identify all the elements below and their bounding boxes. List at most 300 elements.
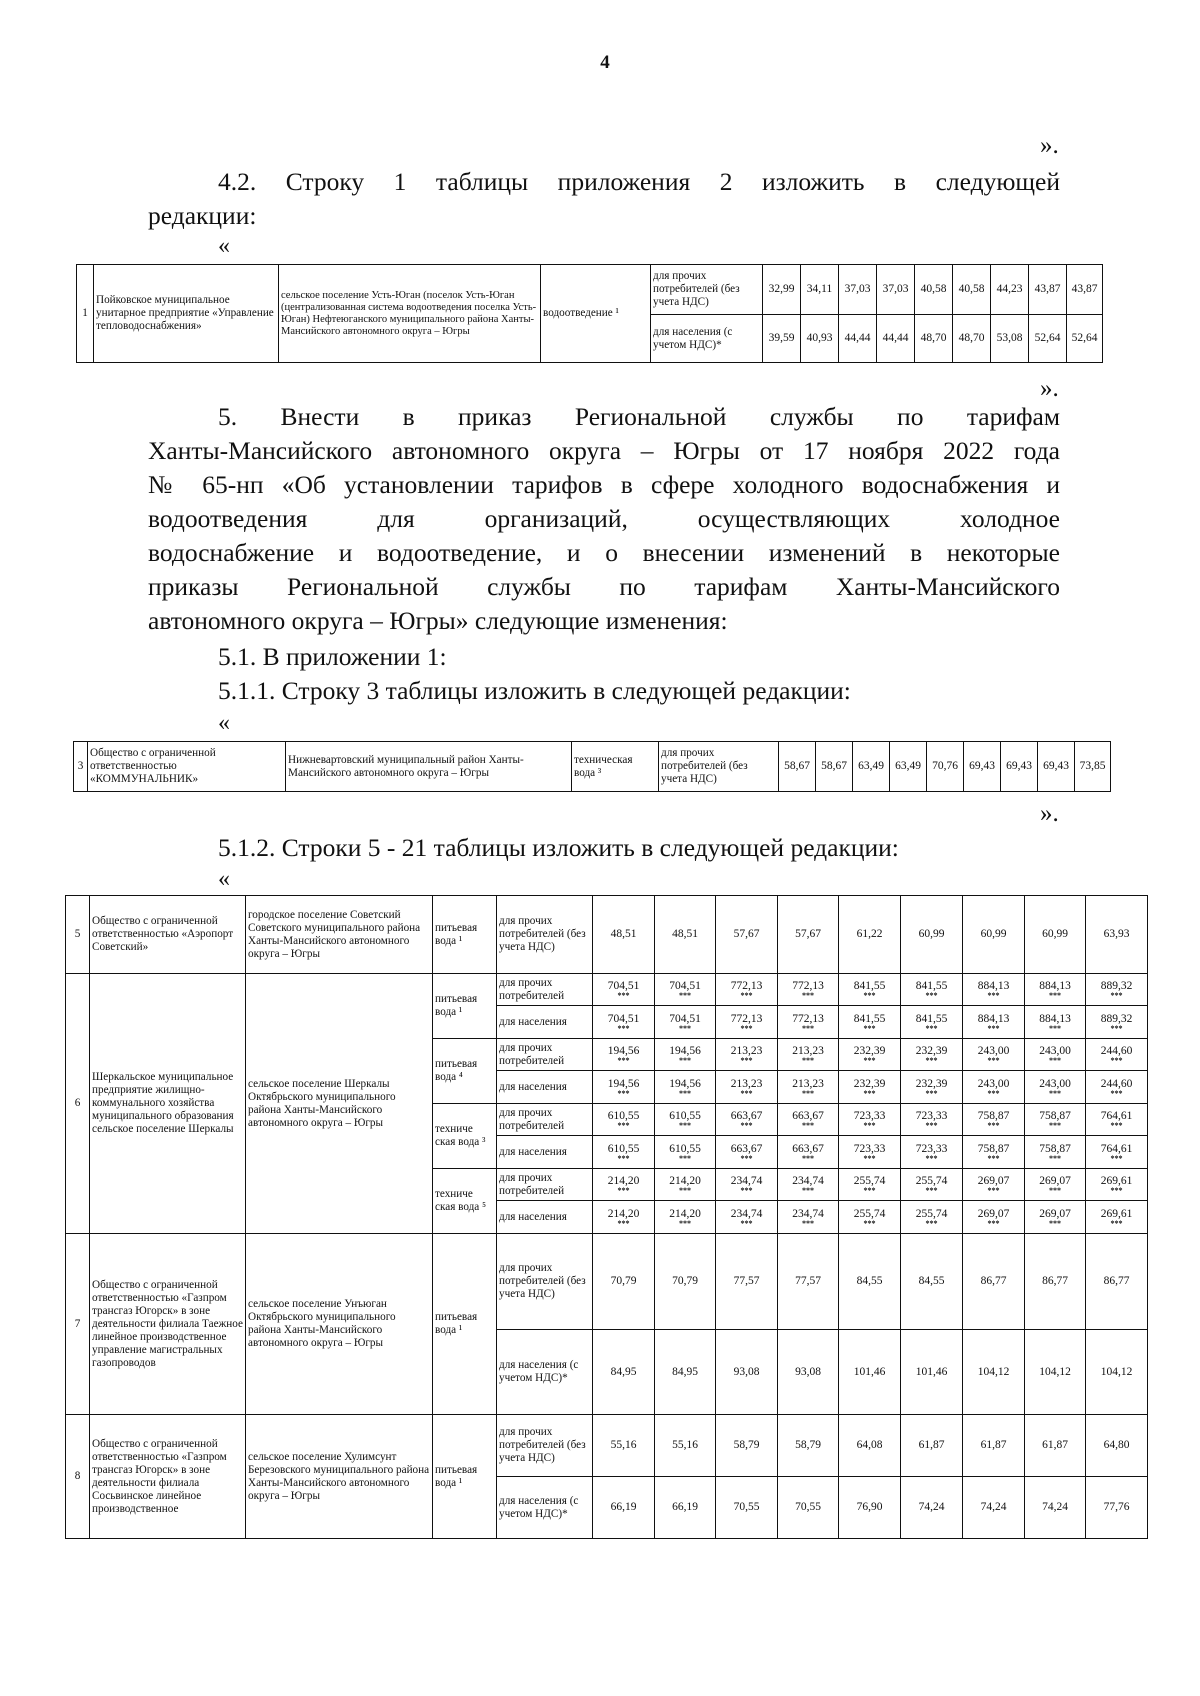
tariff-table-appendix2-row1 (76, 264, 1103, 363)
tariff-value-cell (655, 1169, 716, 1201)
tariff-value: 32,99 (768, 283, 795, 295)
tariff-value-cell (1086, 974, 1148, 1006)
consumer-cell: для населения (с учетом НДС)* (497, 1330, 593, 1415)
tariff-value: 663,67 (730, 1142, 763, 1155)
tariff-value-cell (593, 1136, 655, 1169)
tariff-value: 841,55 (915, 1012, 948, 1025)
footnote-stars: *** (679, 1023, 691, 1033)
tariff-value: 44,44 (882, 332, 909, 344)
tariff-value-cell (839, 974, 901, 1006)
tariff-value: 255,74 (853, 1207, 886, 1220)
tariff-value-cell (778, 1330, 839, 1415)
tariff-value-cell (963, 1415, 1025, 1477)
tariff-value: 269,07 (977, 1175, 1010, 1187)
tariff-value: 101,46 (853, 1365, 886, 1378)
tariff-value-cell (901, 1234, 963, 1330)
footnote-stars: *** (617, 1088, 630, 1098)
tariff-value-cell (901, 1477, 963, 1539)
tariff-value-cell (779, 742, 816, 792)
footnote-stars: *** (1049, 991, 1061, 1000)
tariff-value: 86,77 (1103, 1275, 1130, 1287)
tariff-value: 60,99 (918, 928, 945, 940)
tariff-value-cell (963, 1039, 1025, 1071)
tariff-value-cell (963, 1234, 1025, 1330)
tariff-value: 884,13 (977, 1012, 1010, 1025)
tariff-value-cell (716, 1104, 778, 1136)
tariff-value-cell (963, 1201, 1025, 1234)
service-cell: питьевая вода ¹ (433, 974, 497, 1039)
consumer-cell: для прочих потребителей (без учета НДС) (497, 896, 593, 974)
tariff-value-cell (901, 1039, 963, 1071)
tariff-value-cell (963, 1169, 1025, 1201)
consumer-cell: для населения (497, 1071, 593, 1104)
tariff-value: 610,55 (669, 1110, 701, 1122)
consumer-cell: для прочих потребителей (без учета НДС) (659, 742, 779, 792)
row-number: 3 (74, 742, 88, 792)
tariff-value: 84,55 (918, 1275, 945, 1287)
tariff-value-cell (655, 1234, 716, 1330)
footnote-stars: *** (802, 1218, 814, 1228)
tariff-value-cell (839, 1234, 901, 1330)
tariff-value: 841,55 (853, 1012, 886, 1025)
tariff-value: 610,55 (607, 1110, 640, 1122)
tariff-value: 255,74 (915, 1175, 948, 1187)
row-number: 1 (77, 265, 94, 363)
tariff-value: 84,95 (672, 1365, 698, 1378)
tariff-value-cell (1086, 1201, 1148, 1234)
consumer-cell: для населения (497, 1006, 593, 1039)
service-cell: техниче ская вода ⁵ (433, 1169, 497, 1234)
tariff-value-cell (839, 1104, 901, 1136)
tariff-value-cell (716, 974, 778, 1006)
row-number: 7 (66, 1234, 90, 1415)
tariff-value: 48,70 (958, 332, 985, 344)
tariff-value: 269,07 (1039, 1207, 1071, 1220)
tariff-value: 70,79 (672, 1275, 698, 1287)
footnote-stars: *** (740, 1186, 753, 1195)
footnote-stars: *** (925, 1023, 938, 1033)
footnote-stars: *** (617, 1121, 630, 1130)
tariff-value-cell (1025, 1477, 1086, 1539)
tariff-value-cell (716, 1477, 778, 1539)
footnote-stars: *** (617, 1218, 630, 1228)
tariff-value-cell (1025, 1234, 1086, 1330)
tariff-value-cell (655, 1039, 716, 1071)
footnote-stars: *** (1110, 1218, 1123, 1228)
tariff-value-cell (1025, 1415, 1086, 1477)
footnote-stars: *** (1049, 1056, 1061, 1065)
service-cell: питьевая вода ¹ (433, 1415, 497, 1539)
tariff-value: 63,49 (858, 760, 884, 772)
footnote-stars: *** (925, 991, 938, 1000)
tariff-value: 758,87 (1039, 1142, 1071, 1155)
footnote-stars: *** (863, 991, 876, 1000)
consumer-cell: для прочих потребителей (497, 1104, 593, 1136)
tariff-value: 234,74 (730, 1207, 763, 1220)
footnote-stars: *** (987, 1218, 1000, 1228)
tariff-value: 772,13 (792, 980, 824, 992)
footnote-stars: *** (1110, 1056, 1123, 1065)
footnote-stars: *** (617, 991, 630, 1000)
footnote-stars: *** (925, 1218, 938, 1228)
tariff-value: 104,12 (977, 1365, 1010, 1378)
tariff-value-cell (716, 1169, 778, 1201)
footnote-stars: *** (1049, 1153, 1061, 1163)
footnote-stars: *** (925, 1088, 938, 1098)
footnote-stars: *** (802, 1153, 814, 1163)
tariff-value: 244,60 (1100, 1077, 1133, 1090)
footnote-stars: *** (802, 1121, 814, 1130)
tariff-value: 74,24 (1042, 1501, 1068, 1513)
tariff-value: 704,51 (669, 1012, 701, 1025)
tariff-value: 723,33 (853, 1110, 886, 1122)
tariff-value: 77,76 (1103, 1501, 1130, 1513)
footnote-stars: *** (987, 1023, 1000, 1033)
tariff-value-cell (778, 1104, 839, 1136)
tariff-value: 77,57 (733, 1275, 760, 1287)
tariff-value-cell (839, 1006, 901, 1039)
opening-quote: « (218, 710, 230, 736)
tariff-value: 213,23 (792, 1077, 824, 1090)
tariff-value: 764,61 (1100, 1142, 1133, 1155)
footnote-stars: *** (1110, 1153, 1123, 1163)
consumer-cell: для прочих потребителей (497, 1169, 593, 1201)
tariff-value: 758,87 (1039, 1110, 1071, 1122)
tariff-value: 48,51 (610, 928, 637, 940)
footnote-stars: *** (925, 1056, 938, 1065)
tariff-value-cell (716, 1136, 778, 1169)
tariff-value-cell (778, 1071, 839, 1104)
tariff-value-cell (877, 315, 915, 363)
tariff-value-cell (963, 974, 1025, 1006)
tariff-value: 57,67 (733, 928, 760, 940)
tariff-value: 69,43 (1043, 760, 1069, 772)
table-row (66, 896, 1148, 974)
tariff-value-cell (778, 1201, 839, 1234)
tariff-value: 884,13 (1039, 1012, 1071, 1025)
tariff-value: 232,39 (853, 1077, 886, 1090)
tariff-value: 66,19 (610, 1501, 637, 1513)
footnote-stars: *** (925, 1186, 938, 1195)
organization-cell: Общество с ограниченной ответственностью «Газпром трансгаз Югорск» в зоне деятельности филиала Таежное линейное производственное управление магистральных газопроводов (90, 1234, 246, 1415)
tariff-value-cell (963, 1071, 1025, 1104)
closing-quote: ». (1040, 800, 1059, 827)
tariff-value: 194,56 (669, 1045, 701, 1057)
tariff-value: 255,74 (915, 1207, 948, 1220)
tariff-value-cell (778, 1234, 839, 1330)
paragraph-4-2-end: редакции: (148, 201, 257, 230)
tariff-value-cell (901, 1006, 963, 1039)
footnote-stars: *** (740, 1023, 753, 1033)
footnote-stars: *** (1110, 991, 1123, 1000)
tariff-value: 74,24 (980, 1501, 1007, 1513)
tariff-value: 723,33 (915, 1142, 948, 1155)
tariff-value: 60,99 (980, 928, 1007, 940)
tariff-value-cell (716, 1071, 778, 1104)
tariff-value: 232,39 (853, 1045, 886, 1057)
tariff-value: 84,55 (856, 1275, 883, 1287)
tariff-value-cell (593, 1104, 655, 1136)
tariff-value: 70,79 (610, 1275, 637, 1287)
service-cell: техниче ская вода ³ (433, 1104, 497, 1169)
tariff-value: 663,67 (792, 1110, 824, 1122)
tariff-value: 58,79 (733, 1439, 760, 1451)
tariff-value-cell (1038, 742, 1075, 792)
tariff-value: 52,64 (1071, 332, 1098, 344)
tariff-value: 48,51 (672, 928, 698, 940)
tariff-value: 841,55 (915, 980, 948, 992)
tariff-value-cell (1025, 896, 1086, 974)
tariff-value-cell (901, 1415, 963, 1477)
footnote-stars: *** (925, 1121, 938, 1130)
tariff-value: 104,12 (1100, 1365, 1133, 1378)
row-number: 5 (66, 896, 90, 974)
footnote-stars: *** (802, 1056, 814, 1065)
consumer-cell: для населения (с учетом НДС)* (497, 1477, 593, 1539)
tariff-value-cell (901, 974, 963, 1006)
footnote-stars: *** (863, 1186, 876, 1195)
tariff-value: 53,08 (996, 332, 1023, 344)
tariff-value: 610,55 (607, 1142, 640, 1155)
tariff-value: 77,57 (795, 1275, 821, 1287)
tariff-table-appendix1-row3 (73, 741, 1111, 792)
tariff-value-cell (953, 315, 991, 363)
paragraph-5-line: приказы Региональной службы по тарифам Ханты-Мансийского (148, 572, 1060, 601)
tariff-value-cell (778, 1415, 839, 1477)
closing-quote: ». (1040, 375, 1059, 402)
tariff-value: 58,79 (795, 1439, 821, 1451)
tariff-value-cell (778, 1136, 839, 1169)
tariff-value-cell (716, 1415, 778, 1477)
footnote-stars: *** (1110, 1088, 1123, 1098)
row-number: 6 (66, 974, 90, 1234)
tariff-value: 232,39 (915, 1045, 948, 1057)
tariff-value-cell (655, 1006, 716, 1039)
tariff-value-cell (901, 1071, 963, 1104)
tariff-value: 55,16 (672, 1439, 698, 1451)
paragraph-5-line: водоснабжение и водоотведение, и о внесении изменений в некоторые (148, 538, 1060, 567)
tariff-value: 57,67 (795, 928, 821, 940)
service-cell: питьевая вода ⁴ (433, 1039, 497, 1104)
consumer-cell: для населения (497, 1201, 593, 1234)
tariff-value-cell (991, 265, 1029, 315)
table-row (66, 1415, 1148, 1477)
tariff-value: 772,13 (792, 1012, 824, 1025)
footnote-stars: *** (740, 1056, 753, 1065)
tariff-value-cell (655, 1136, 716, 1169)
tariff-value: 234,74 (730, 1175, 763, 1187)
territory-cell: Нижневартовский муниципальный район Ханты-Мансийского автономного округа – Югры (286, 742, 572, 792)
tariff-value: 61,87 (1042, 1439, 1068, 1451)
tariff-value: 232,39 (915, 1077, 948, 1090)
tariff-value-cell (901, 896, 963, 974)
closing-quote: ». (1040, 132, 1059, 159)
tariff-value-cell (964, 742, 1001, 792)
tariff-value: 37,03 (844, 283, 871, 295)
footnote-stars: *** (1049, 1218, 1061, 1228)
consumer-cell: для прочих потребителей (497, 1039, 593, 1071)
footnote-stars: *** (987, 1186, 1000, 1195)
footnote-stars: *** (740, 1153, 753, 1163)
tariff-value: 704,51 (607, 1012, 640, 1025)
tariff-value-cell (1025, 1169, 1086, 1201)
tariff-value-cell (716, 1039, 778, 1071)
tariff-value-cell (763, 315, 801, 363)
tariff-value-cell (1025, 1071, 1086, 1104)
territory-cell: городское поселение Советский Советского муниципального района Ханты-Мансийского автономного округа – Югры (246, 896, 433, 974)
tariff-value-cell (1086, 1136, 1148, 1169)
tariff-value-cell (1025, 1136, 1086, 1169)
tariff-value-cell (901, 1136, 963, 1169)
footnote-stars: *** (740, 1088, 753, 1098)
footnote-stars: *** (679, 1121, 691, 1130)
tariff-value-cell (655, 1415, 716, 1477)
tariff-value-cell (1025, 1006, 1086, 1039)
tariff-value-cell (991, 315, 1029, 363)
territory-cell: сельское поселение Шеркалы Октябрьского муниципального района Ханты-Мансийского автономного округа – Югры (246, 974, 433, 1234)
tariff-value-cell (1086, 1169, 1148, 1201)
footnote-stars: *** (679, 991, 691, 1000)
row-number: 8 (66, 1415, 90, 1539)
tariff-value-cell (963, 1136, 1025, 1169)
tariff-value: 772,13 (730, 980, 763, 992)
tariff-value-cell (778, 1039, 839, 1071)
tariff-value: 101,46 (915, 1365, 948, 1378)
tariff-value-cell (839, 1136, 901, 1169)
tariff-value: 40,58 (920, 283, 947, 295)
organization-cell: Общество с ограниченной ответственностью «КОММУНАЛЬНИК» (88, 742, 286, 792)
tariff-value-cell (1086, 1104, 1148, 1136)
tariff-value: 76,90 (856, 1501, 883, 1513)
territory-cell: сельское поселение Усть-Юган (поселок Усть-Юган (централизованная система водоотведения поселка Усть-Юган) Нефтеюганского муниципального района Ханты-Мансийского автономного округа – Югры (279, 265, 541, 363)
footnote-stars: *** (679, 1088, 691, 1098)
tariff-value: 213,23 (730, 1045, 763, 1057)
tariff-value-cell (1029, 265, 1067, 315)
tariff-value-cell (1025, 1330, 1086, 1415)
tariff-value: 74,24 (918, 1501, 945, 1513)
tariff-value-cell (655, 1330, 716, 1415)
tariff-value: 70,76 (932, 760, 958, 772)
tariff-value-cell (1067, 315, 1103, 363)
consumer-cell: для прочих потребителей (без учета НДС) (651, 265, 763, 315)
tariff-value-cell (839, 1477, 901, 1539)
tariff-value-cell (915, 315, 953, 363)
footnote-stars: *** (863, 1056, 876, 1065)
tariff-value: 884,13 (1039, 980, 1071, 992)
tariff-value-cell (1086, 1415, 1148, 1477)
tariff-value-cell (655, 1477, 716, 1539)
tariff-value: 84,95 (610, 1365, 637, 1378)
tariff-value: 66,19 (672, 1501, 698, 1513)
tariff-value-cell (716, 1330, 778, 1415)
tariff-value-cell (1086, 1477, 1148, 1539)
tariff-value: 243,00 (1039, 1077, 1071, 1090)
paragraph-5-line: водоотведения для организаций, осуществляющих холодное (148, 504, 1060, 533)
tariff-value-cell (839, 265, 877, 315)
service-cell: водоотведение ¹ (541, 265, 651, 363)
tariff-value: 194,56 (669, 1077, 701, 1090)
tariff-value: 723,33 (915, 1110, 948, 1122)
tariff-value: 58,67 (784, 760, 810, 772)
footnote-stars: *** (679, 1056, 691, 1065)
footnote-stars: *** (863, 1121, 876, 1130)
footnote-stars: *** (802, 1186, 814, 1195)
tariff-value-cell (1001, 742, 1038, 792)
tariff-value-cell (839, 1415, 901, 1477)
tariff-value: 61,87 (918, 1439, 945, 1451)
paragraph-4-2: 4.2. Строку 1 таблицы приложения 2 изложить в следующей (218, 167, 1060, 196)
footnote-stars: *** (1110, 1121, 1123, 1130)
tariff-value: 86,77 (980, 1275, 1007, 1287)
tariff-value: 55,16 (610, 1439, 637, 1451)
tariff-value-cell (801, 315, 839, 363)
opening-quote: « (218, 866, 230, 892)
tariff-value-cell (901, 1169, 963, 1201)
tariff-value-cell (593, 1006, 655, 1039)
organization-cell: Общество с ограниченной ответственностью «Газпром трансгаз Югорск» в зоне деятельности филиала Сосьвинское линейное производственное (90, 1415, 246, 1539)
footnote-stars: *** (925, 1153, 938, 1163)
tariff-value: 704,51 (669, 980, 701, 992)
consumer-cell: для населения (с учетом НДС)* (651, 315, 763, 363)
tariff-value-cell (716, 1006, 778, 1039)
tariff-value-cell (1086, 1330, 1148, 1415)
tariff-value-cell (778, 896, 839, 974)
tariff-value-cell (1025, 1104, 1086, 1136)
tariff-value-cell (1025, 1201, 1086, 1234)
tariff-value: 841,55 (853, 980, 886, 992)
tariff-value-cell (1086, 1234, 1148, 1330)
tariff-value: 889,32 (1100, 1012, 1133, 1025)
tariff-value-cell (816, 742, 853, 792)
tariff-value: 234,74 (792, 1207, 824, 1220)
tariff-value-cell (963, 896, 1025, 974)
paragraph-5-1: 5.1. В приложении 1: (218, 642, 447, 671)
tariff-value-cell (839, 315, 877, 363)
footnote-stars: *** (863, 1023, 876, 1033)
footnote-stars: *** (740, 1218, 753, 1228)
tariff-value-cell (778, 974, 839, 1006)
tariff-value-cell (593, 1234, 655, 1330)
footnote-stars: *** (987, 1088, 1000, 1098)
tariff-value-cell (877, 265, 915, 315)
paragraph-5 (148, 400, 1060, 638)
tariff-value: 44,23 (996, 283, 1023, 295)
tariff-value-cell (1086, 896, 1148, 974)
tariff-value: 69,43 (1006, 760, 1032, 772)
footnote-stars: *** (863, 1218, 876, 1228)
tariff-value: 758,87 (977, 1142, 1010, 1155)
tariff-value-cell (593, 974, 655, 1006)
footnote-stars: *** (987, 1056, 1000, 1065)
tariff-value-cell (1029, 315, 1067, 363)
tariff-value: 269,07 (977, 1207, 1010, 1220)
footnote-stars: *** (679, 1186, 691, 1195)
table-row (66, 1234, 1148, 1330)
tariff-value-cell (963, 1477, 1025, 1539)
footnote-stars: *** (617, 1023, 630, 1033)
tariff-value: 43,87 (1071, 283, 1098, 295)
tariff-value-cell (1025, 1039, 1086, 1071)
footnote-stars: *** (863, 1153, 876, 1163)
service-cell: питьевая вода ¹ (433, 1234, 497, 1415)
footnote-stars: *** (1049, 1186, 1061, 1195)
organization-cell: Общество с ограниченной ответственностью «Аэропорт Советский» (90, 896, 246, 974)
tariff-value: 758,87 (977, 1110, 1010, 1122)
tariff-value-cell (1086, 1039, 1148, 1071)
tariff-value: 93,08 (795, 1365, 821, 1378)
tariff-value-cell (655, 1104, 716, 1136)
tariff-value: 772,13 (730, 1012, 763, 1025)
